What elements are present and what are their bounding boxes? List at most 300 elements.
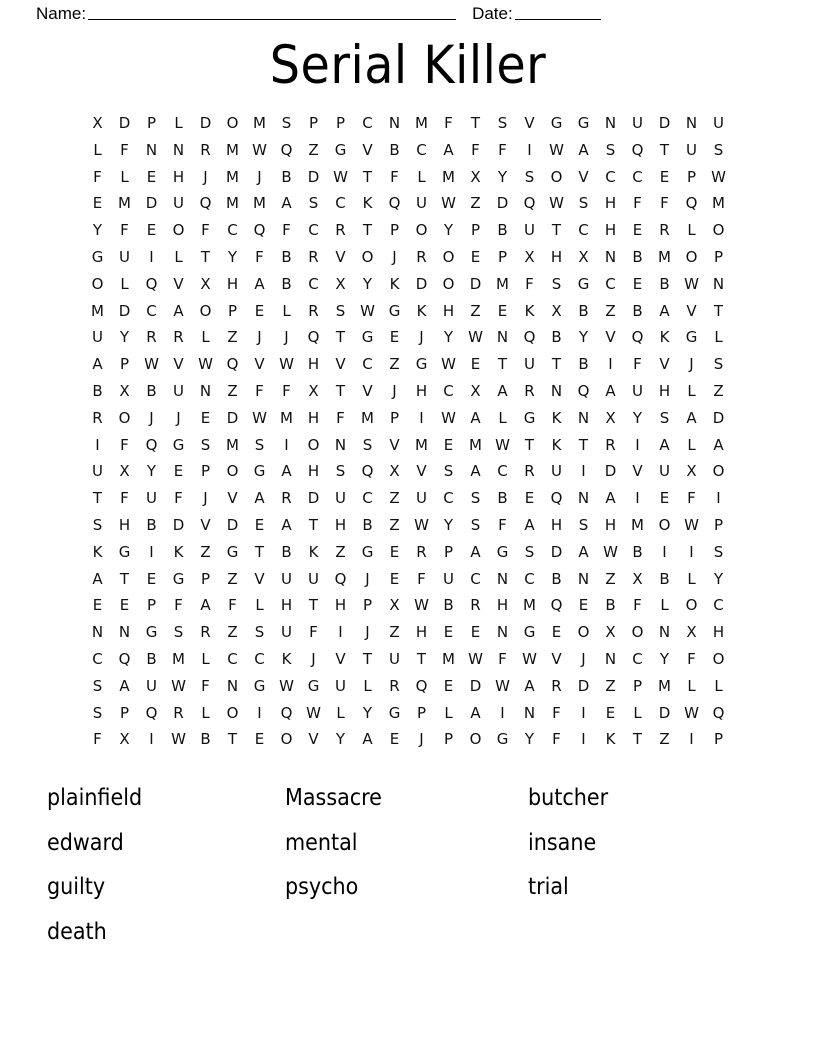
word-bank-item[interactable]: insane (528, 829, 597, 856)
grid-letter[interactable]: L (336, 703, 345, 722)
grid-letter[interactable]: R (605, 435, 616, 454)
grid-letter[interactable]: P (443, 542, 454, 561)
grid-letter[interactable]: V (578, 167, 589, 186)
date-write-in-line[interactable] (515, 4, 601, 20)
grid-letter[interactable]: O (685, 596, 698, 615)
grid-letter[interactable]: F (633, 355, 642, 374)
grid-letter[interactable]: G (523, 408, 536, 427)
grid-letter[interactable]: P (200, 462, 211, 481)
word-bank-item[interactable]: edward (47, 829, 124, 856)
grid-letter[interactable]: O (226, 462, 239, 481)
grid-letter[interactable]: Q (118, 649, 131, 668)
grid-letter[interactable]: S (173, 623, 184, 642)
grid-letter[interactable]: M (118, 194, 131, 213)
grid-letter[interactable]: N (388, 114, 401, 132)
grid-letter[interactable]: D (415, 274, 428, 293)
grid-letter[interactable]: W (684, 703, 699, 722)
grid-letter[interactable]: P (119, 355, 130, 374)
grid-letter[interactable]: P (470, 221, 481, 240)
grid-letter[interactable]: N (91, 623, 104, 642)
grid-letter[interactable]: J (203, 489, 208, 508)
grid-letter[interactable]: J (149, 408, 154, 427)
grid-letter[interactable]: N (658, 623, 671, 642)
grid-letter[interactable]: D (226, 408, 239, 427)
grid-letter[interactable]: X (119, 462, 130, 481)
grid-letter[interactable]: B (281, 167, 292, 186)
grid-letter[interactable]: M (658, 247, 671, 266)
grid-letter[interactable]: H (307, 408, 320, 427)
grid-letter[interactable]: W (549, 140, 564, 159)
grid-letter[interactable]: F (120, 221, 129, 240)
grid-letter[interactable]: P (308, 114, 319, 132)
grid-letter[interactable]: R (470, 596, 481, 615)
grid-letter[interactable]: T (551, 355, 562, 374)
grid-letter[interactable]: H (496, 596, 509, 615)
grid-letter[interactable]: F (120, 435, 129, 454)
grid-letter[interactable]: U (416, 489, 427, 508)
grid-letter[interactable]: E (119, 596, 130, 615)
grid-letter[interactable]: E (659, 489, 670, 508)
grid-letter[interactable]: Z (605, 569, 616, 588)
grid-letter[interactable]: C (146, 301, 157, 320)
grid-letter[interactable]: H (604, 515, 617, 534)
grid-letter[interactable]: R (200, 140, 211, 159)
grid-letter[interactable]: L (174, 114, 183, 132)
grid-letter[interactable]: O (712, 462, 725, 481)
grid-letter[interactable]: W (684, 515, 699, 534)
grid-letter[interactable]: G (226, 542, 239, 561)
grid-letter[interactable]: U (173, 381, 184, 400)
grid-letter[interactable]: N (199, 381, 212, 400)
grid-letter[interactable]: B (281, 274, 292, 293)
grid-letter[interactable]: H (658, 381, 671, 400)
grid-letter[interactable]: N (172, 140, 185, 159)
grid-letter[interactable]: U (524, 221, 535, 240)
grid-letter[interactable]: E (146, 569, 157, 588)
grid-letter[interactable]: J (311, 649, 316, 668)
grid-letter[interactable]: F (336, 408, 345, 427)
grid-letter[interactable]: E (254, 301, 265, 320)
grid-letter[interactable]: T (362, 649, 373, 668)
grid-letter[interactable]: E (254, 515, 265, 534)
grid-letter[interactable]: O (226, 114, 239, 132)
grid-letter[interactable]: C (632, 649, 643, 668)
grid-letter[interactable]: Z (227, 381, 238, 400)
grid-letter[interactable]: H (118, 515, 131, 534)
grid-letter[interactable]: A (254, 489, 265, 508)
grid-letter[interactable]: W (252, 140, 267, 159)
grid-letter[interactable]: V (551, 649, 562, 668)
grid-letter[interactable]: N (496, 569, 509, 588)
grid-letter[interactable]: L (687, 435, 696, 454)
grid-letter[interactable]: R (146, 328, 157, 347)
grid-letter[interactable]: M (415, 435, 428, 454)
grid-letter[interactable]: F (120, 140, 129, 159)
word-bank-item[interactable]: guilty (47, 874, 106, 900)
grid-letter[interactable]: Y (227, 247, 238, 266)
grid-letter[interactable]: F (552, 703, 561, 722)
grid-letter[interactable]: N (685, 114, 698, 132)
grid-letter[interactable]: P (362, 596, 373, 615)
grid-letter[interactable]: P (389, 408, 400, 427)
grid-letter[interactable]: X (308, 381, 319, 400)
grid-letter[interactable]: D (658, 703, 671, 722)
grid-letter[interactable]: A (362, 730, 373, 749)
grid-letter[interactable]: X (92, 114, 103, 132)
grid-letter[interactable]: L (687, 381, 696, 400)
grid-letter[interactable]: F (255, 247, 264, 266)
grid-letter[interactable]: F (201, 221, 210, 240)
grid-letter[interactable]: Q (253, 221, 266, 240)
grid-letter[interactable]: K (308, 542, 319, 561)
grid-letter[interactable]: D (712, 408, 725, 427)
grid-letter[interactable]: T (416, 649, 427, 668)
word-bank-item[interactable]: butcher (528, 785, 609, 811)
grid-letter[interactable]: M (712, 194, 725, 213)
grid-letter[interactable]: R (173, 328, 184, 347)
grid-letter[interactable]: T (362, 221, 373, 240)
grid-letter[interactable]: R (524, 462, 535, 481)
grid-letter[interactable]: U (443, 569, 454, 588)
grid-letter[interactable]: L (687, 569, 696, 588)
grid-letter[interactable]: X (470, 381, 481, 400)
grid-letter[interactable]: W (279, 355, 294, 374)
grid-letter[interactable]: M (658, 676, 671, 695)
grid-letter[interactable]: Z (659, 730, 670, 749)
grid-letter[interactable]: O (172, 221, 185, 240)
grid-letter[interactable]: A (281, 194, 292, 213)
grid-letter[interactable]: C (497, 462, 508, 481)
grid-letter[interactable]: Z (605, 676, 616, 695)
grid-letter[interactable]: D (604, 462, 617, 481)
grid-letter[interactable]: Z (200, 542, 211, 561)
grid-letter[interactable]: F (390, 167, 399, 186)
grid-letter[interactable]: U (551, 462, 562, 481)
grid-letter[interactable]: O (91, 274, 104, 293)
grid-letter[interactable]: O (469, 730, 482, 749)
grid-letter[interactable]: A (578, 140, 589, 159)
grid-letter[interactable]: S (713, 355, 724, 374)
grid-letter[interactable]: M (226, 435, 239, 454)
grid-letter[interactable]: A (497, 381, 508, 400)
grid-letter[interactable]: Y (92, 221, 103, 240)
word-bank-item[interactable]: death (47, 918, 107, 945)
grid-letter[interactable]: O (307, 435, 320, 454)
grid-letter[interactable]: E (443, 676, 454, 695)
grid-letter[interactable]: Q (388, 194, 401, 213)
grid-letter[interactable]: W (171, 676, 186, 695)
grid-letter[interactable]: I (149, 542, 154, 561)
grid-letter[interactable]: B (443, 596, 454, 615)
grid-letter[interactable]: T (227, 730, 238, 749)
grid-letter[interactable]: D (469, 676, 482, 695)
grid-letter[interactable]: E (389, 730, 400, 749)
grid-letter[interactable]: Q (334, 569, 347, 588)
grid-letter[interactable]: U (659, 462, 670, 481)
grid-letter[interactable]: B (497, 221, 508, 240)
grid-letter[interactable]: V (686, 301, 697, 320)
grid-letter[interactable]: I (689, 542, 694, 561)
grid-letter[interactable]: A (659, 435, 670, 454)
grid-letter[interactable]: I (581, 703, 586, 722)
grid-letter[interactable]: Z (335, 542, 346, 561)
grid-letter[interactable]: E (389, 328, 400, 347)
grid-letter[interactable]: O (415, 221, 428, 240)
grid-letter[interactable]: L (201, 328, 210, 347)
grid-letter[interactable]: Y (362, 703, 373, 722)
grid-letter[interactable]: S (659, 408, 670, 427)
grid-letter[interactable]: A (605, 381, 616, 400)
grid-letter[interactable]: M (361, 408, 374, 427)
grid-letter[interactable]: K (416, 301, 427, 320)
grid-letter[interactable]: M (226, 194, 239, 213)
grid-letter[interactable]: B (389, 140, 400, 159)
grid-letter[interactable]: G (172, 435, 185, 454)
grid-letter[interactable]: E (551, 623, 562, 642)
grid-letter[interactable]: U (308, 569, 319, 588)
grid-letter[interactable]: N (604, 247, 617, 266)
grid-letter[interactable]: R (659, 221, 670, 240)
grid-letter[interactable]: X (605, 408, 616, 427)
grid-letter[interactable]: H (226, 274, 239, 293)
grid-letter[interactable]: A (470, 703, 481, 722)
grid-letter[interactable]: K (92, 542, 103, 561)
grid-letter[interactable]: R (551, 676, 562, 695)
grid-letter[interactable]: G (145, 623, 158, 642)
grid-letter[interactable]: G (496, 730, 509, 749)
grid-letter[interactable]: U (335, 676, 346, 695)
grid-letter[interactable]: U (713, 114, 724, 132)
grid-letter[interactable]: N (145, 140, 158, 159)
grid-letter[interactable]: S (551, 274, 562, 293)
grid-letter[interactable]: C (362, 114, 373, 132)
grid-letter[interactable]: U (92, 328, 103, 347)
grid-letter[interactable]: Q (523, 194, 536, 213)
grid-letter[interactable]: E (92, 596, 103, 615)
grid-letter[interactable]: F (93, 730, 102, 749)
grid-letter[interactable]: O (631, 623, 644, 642)
grid-letter[interactable]: O (118, 408, 131, 427)
grid-letter[interactable]: I (581, 730, 586, 749)
grid-letter[interactable]: F (282, 221, 291, 240)
grid-letter[interactable]: Q (685, 194, 698, 213)
grid-letter[interactable]: Y (578, 328, 589, 347)
grid-letter[interactable]: Z (605, 301, 616, 320)
grid-letter[interactable]: G (415, 355, 428, 374)
grid-letter[interactable]: C (713, 596, 724, 615)
grid-letter[interactable]: I (689, 730, 694, 749)
grid-letter[interactable]: S (713, 140, 724, 159)
grid-letter[interactable]: R (416, 542, 427, 561)
grid-letter[interactable]: B (578, 355, 589, 374)
grid-letter[interactable]: E (389, 542, 400, 561)
grid-letter[interactable]: N (550, 381, 563, 400)
grid-letter[interactable]: B (362, 515, 373, 534)
grid-letter[interactable]: V (605, 328, 616, 347)
grid-letter[interactable]: W (414, 596, 429, 615)
grid-letter[interactable]: I (527, 140, 532, 159)
grid-letter[interactable]: G (577, 274, 590, 293)
grid-letter[interactable]: Z (389, 623, 400, 642)
grid-letter[interactable]: D (496, 194, 509, 213)
grid-letter[interactable]: C (605, 274, 616, 293)
grid-letter[interactable]: U (632, 114, 643, 132)
grid-letter[interactable]: F (687, 649, 696, 668)
grid-letter[interactable]: H (415, 623, 428, 642)
grid-letter[interactable]: V (659, 355, 670, 374)
grid-letter[interactable]: Y (524, 730, 535, 749)
grid-letter[interactable]: U (686, 140, 697, 159)
grid-letter[interactable]: W (549, 194, 564, 213)
grid-letter[interactable]: Y (119, 328, 130, 347)
grid-letter[interactable]: A (686, 408, 697, 427)
grid-letter[interactable]: F (633, 596, 642, 615)
grid-letter[interactable]: W (360, 301, 375, 320)
grid-letter[interactable]: Q (307, 328, 320, 347)
grid-letter[interactable]: W (522, 649, 537, 668)
grid-letter[interactable]: F (471, 140, 480, 159)
grid-letter[interactable]: F (255, 381, 264, 400)
grid-letter[interactable]: G (361, 328, 374, 347)
grid-letter[interactable]: L (120, 167, 129, 186)
grid-letter[interactable]: O (577, 623, 590, 642)
grid-letter[interactable]: K (551, 408, 562, 427)
grid-letter[interactable]: F (174, 489, 183, 508)
grid-letter[interactable]: W (495, 676, 510, 695)
grid-letter[interactable]: K (362, 194, 373, 213)
grid-letter[interactable]: S (254, 435, 265, 454)
grid-letter[interactable]: F (228, 596, 237, 615)
grid-letter[interactable]: A (524, 676, 535, 695)
grid-letter[interactable]: J (581, 649, 586, 668)
grid-letter[interactable]: B (146, 649, 157, 668)
grid-letter[interactable]: V (335, 247, 346, 266)
grid-letter[interactable]: G (388, 703, 401, 722)
grid-letter[interactable]: D (199, 114, 212, 132)
grid-letter[interactable]: M (91, 301, 104, 320)
grid-letter[interactable]: U (416, 194, 427, 213)
grid-letter[interactable]: J (689, 355, 694, 374)
grid-letter[interactable]: H (334, 596, 347, 615)
grid-letter[interactable]: C (605, 167, 616, 186)
grid-letter[interactable]: G (307, 676, 320, 695)
grid-letter[interactable]: S (578, 194, 589, 213)
grid-letter[interactable]: S (281, 114, 292, 132)
grid-letter[interactable]: Z (227, 328, 238, 347)
grid-letter[interactable]: P (686, 167, 697, 186)
grid-letter[interactable]: T (659, 140, 670, 159)
grid-letter[interactable]: U (92, 462, 103, 481)
grid-letter[interactable]: I (149, 247, 154, 266)
grid-letter[interactable]: C (524, 569, 535, 588)
grid-letter[interactable]: S (308, 194, 319, 213)
grid-letter[interactable]: E (578, 596, 589, 615)
grid-letter[interactable]: V (389, 435, 400, 454)
grid-letter[interactable]: Z (389, 355, 400, 374)
grid-letter[interactable]: D (118, 114, 131, 132)
grid-letter[interactable]: E (389, 569, 400, 588)
grid-letter[interactable]: T (335, 328, 346, 347)
grid-letter[interactable]: Q (145, 703, 158, 722)
grid-letter[interactable]: M (523, 596, 536, 615)
grid-letter[interactable]: E (443, 623, 454, 642)
grid-letter[interactable]: Q (199, 194, 212, 213)
grid-letter[interactable]: I (284, 435, 289, 454)
grid-letter[interactable]: W (711, 167, 726, 186)
word-bank-item[interactable]: psycho (285, 874, 359, 900)
grid-letter[interactable]: F (282, 381, 291, 400)
grid-letter[interactable]: H (442, 301, 455, 320)
grid-letter[interactable]: Y (443, 328, 454, 347)
grid-letter[interactable]: C (470, 569, 481, 588)
grid-letter[interactable]: A (254, 274, 265, 293)
grid-letter[interactable]: S (470, 489, 481, 508)
grid-letter[interactable]: O (442, 247, 455, 266)
grid-letter[interactable]: E (659, 167, 670, 186)
grid-letter[interactable]: C (443, 381, 454, 400)
grid-letter[interactable]: N (496, 328, 509, 347)
grid-letter[interactable]: I (662, 542, 667, 561)
grid-letter[interactable]: N (118, 623, 131, 642)
grid-letter[interactable]: M (631, 515, 644, 534)
grid-letter[interactable]: H (604, 194, 617, 213)
grid-letter[interactable]: D (118, 301, 131, 320)
grid-letter[interactable]: Q (415, 676, 428, 695)
grid-letter[interactable]: S (470, 515, 481, 534)
grid-letter[interactable]: A (92, 569, 103, 588)
grid-letter[interactable]: F (444, 114, 453, 132)
grid-letter[interactable]: R (173, 703, 184, 722)
grid-letter[interactable]: B (551, 569, 562, 588)
grid-letter[interactable]: W (468, 328, 483, 347)
grid-letter[interactable]: L (498, 408, 507, 427)
grid-letter[interactable]: T (578, 435, 589, 454)
grid-letter[interactable]: L (687, 676, 696, 695)
grid-letter[interactable]: A (524, 515, 535, 534)
grid-letter[interactable]: F (633, 194, 642, 213)
grid-letter[interactable]: C (443, 489, 454, 508)
grid-letter[interactable]: N (496, 623, 509, 642)
grid-letter[interactable]: T (254, 542, 265, 561)
grid-letter[interactable]: F (498, 515, 507, 534)
grid-letter[interactable]: W (171, 730, 186, 749)
grid-letter[interactable]: F (417, 569, 426, 588)
grid-letter[interactable]: L (174, 247, 183, 266)
grid-letter[interactable]: Q (226, 355, 239, 374)
grid-letter[interactable]: E (605, 703, 616, 722)
grid-letter[interactable]: H (550, 515, 563, 534)
grid-letter[interactable]: U (119, 247, 130, 266)
grid-letter[interactable]: E (443, 435, 454, 454)
grid-letter[interactable]: A (281, 515, 292, 534)
grid-letter[interactable]: P (389, 221, 400, 240)
grid-letter[interactable]: H (415, 381, 428, 400)
grid-letter[interactable]: F (552, 730, 561, 749)
grid-letter[interactable]: O (442, 274, 455, 293)
grid-letter[interactable]: W (306, 703, 321, 722)
grid-letter[interactable]: S (335, 462, 346, 481)
grid-letter[interactable]: X (119, 381, 130, 400)
grid-letter[interactable]: L (201, 649, 210, 668)
grid-letter[interactable]: Z (389, 515, 400, 534)
grid-letter[interactable]: U (389, 649, 400, 668)
grid-letter[interactable]: S (362, 435, 373, 454)
grid-letter[interactable]: N (577, 569, 590, 588)
grid-letter[interactable]: U (146, 489, 157, 508)
grid-letter[interactable]: O (226, 703, 239, 722)
grid-letter[interactable]: Q (280, 703, 293, 722)
grid-letter[interactable]: L (633, 703, 642, 722)
